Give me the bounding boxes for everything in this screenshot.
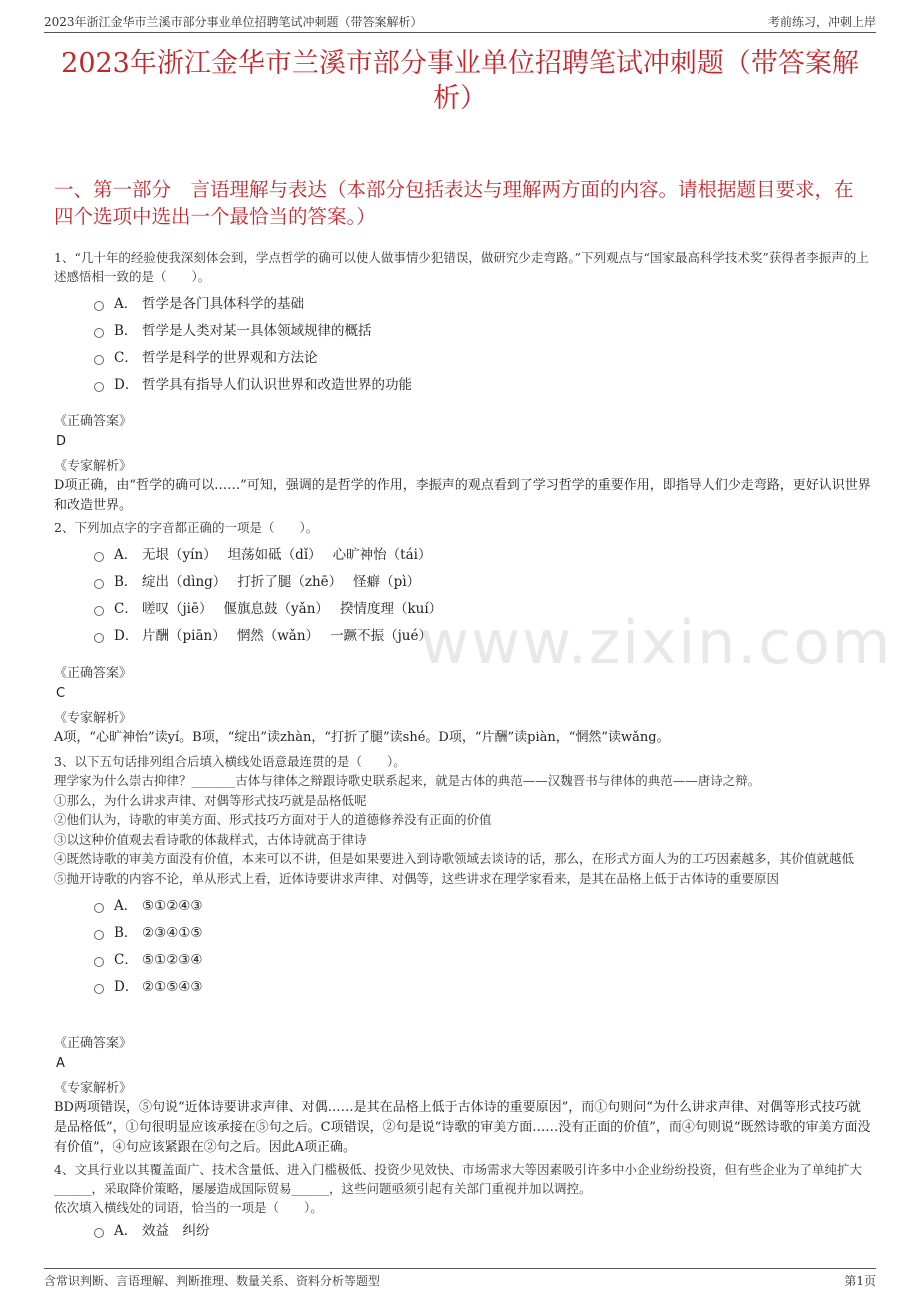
options-list bbox=[54, 1221, 872, 1248]
radio-icon[interactable] bbox=[94, 903, 104, 913]
question-text: 3、以下五句话排列组合后填入横线处语意最连贯的是（ ）。 bbox=[54, 754, 406, 769]
answer-value: A bbox=[56, 1056, 65, 1071]
document-title: 2023年浙江金华市兰溪市部分事业单位招聘笔试冲刺题（带答案解析） bbox=[61, 48, 859, 114]
header-doc-title: 2023年浙江金华市兰溪市部分事业单位招聘笔试冲刺题（带答案解析） bbox=[44, 15, 423, 29]
answer-label: 《正确答案》 bbox=[54, 1036, 133, 1051]
watermark-text: www.zixin.com bbox=[420, 608, 893, 678]
passage-line: ③以这种价值观去看诗歌的体裁样式，古体诗就高于律诗 bbox=[54, 831, 367, 847]
question-4 bbox=[54, 1160, 872, 1248]
options-list bbox=[54, 294, 872, 402]
explanation-text: BD两项错误，⑤句说“近体诗要讲求声律、对偶……是其在品格上低于古体诗的重要原因”，而①句则问“为什么讲求声律、对偶等形式技巧就是品格低”，①句很明显应该承接在⑤句之后。C项错误，②句是说“诗歌的审美方面……没有正面的价值”，而④句则说“既然诗歌的审美方面没有价值”，④句应该紧跟在②句之后。因此A项正确。 bbox=[54, 1100, 871, 1155]
radio-icon[interactable] bbox=[94, 606, 104, 616]
radio-icon[interactable] bbox=[94, 328, 104, 338]
passage-line: ④既然诗歌的审美方面没有价值，本来可以不讲，但是如果要进入到诗歌领域去谈诗的话，那么，在形式方面人为的工巧因素越多，其价值就越低 bbox=[54, 851, 855, 866]
radio-icon[interactable] bbox=[94, 984, 104, 994]
answer-block-3 bbox=[54, 1034, 872, 1158]
option-a[interactable]: A． ⑤①②④③ bbox=[54, 896, 872, 923]
radio-icon[interactable] bbox=[94, 957, 104, 967]
passage bbox=[54, 771, 872, 888]
explanation-label: 《专家解析》 bbox=[54, 1081, 133, 1096]
radio-icon[interactable] bbox=[94, 301, 104, 311]
passage-line: ⑤抛开诗歌的内容不论，单从形式上看，近体诗要讲求声律、对偶等，这些讲求在理学家看来，是其在品格上低于古体诗的重要原因 bbox=[54, 870, 780, 886]
option-d[interactable]: D． 哲学具有指导人们认识世界和改造世界的功能 bbox=[54, 375, 872, 402]
explanation-text: D项正确，由“哲学的确可以……”可知，强调的是哲学的作用，李振声的观点看到了学习哲学的重要作用，即指导人们少走弯路，更好认识世界和改造世界。 bbox=[54, 478, 871, 513]
radio-icon[interactable] bbox=[94, 552, 104, 562]
answer-block-2 bbox=[54, 664, 872, 748]
explanation-text: A项，“心旷神怡”读yí。B项，“绽出”读zhàn，“打折了腿”读shé。D项，“片酬”读piàn，“惘然”读wǎng。 bbox=[54, 730, 670, 745]
radio-icon[interactable] bbox=[94, 579, 104, 589]
options-list bbox=[54, 545, 872, 653]
option-a[interactable]: A． 无垠（yín） 坦荡如砥（dǐ） 心旷神怡（tái） bbox=[54, 545, 872, 572]
page-number: 第1页 bbox=[844, 1274, 876, 1288]
option-b[interactable]: B． 绽出（dìng） 打折了腿（zhē） 怪癖（pì） bbox=[54, 572, 872, 599]
answer-block-1 bbox=[54, 412, 872, 516]
header-slogan: 考前练习，冲刺上岸 bbox=[767, 15, 876, 29]
option-c[interactable]: C． 哲学是科学的世界观和方法论 bbox=[54, 348, 872, 375]
question-prompt: 依次填入横线处的词语，恰当的一项是（ ）。 bbox=[54, 1200, 323, 1215]
radio-icon[interactable] bbox=[94, 1228, 104, 1238]
question-1 bbox=[54, 248, 872, 402]
radio-icon[interactable] bbox=[94, 382, 104, 392]
answer-label: 《正确答案》 bbox=[54, 414, 133, 429]
option-c[interactable]: C． ⑤①②③④ bbox=[54, 950, 872, 977]
option-a[interactable]: A． 哲学是各门具体科学的基础 bbox=[54, 294, 872, 321]
question-text: 2、下列加点字的字音都正确的一项是（ ）。 bbox=[54, 520, 319, 535]
question-2 bbox=[54, 518, 872, 653]
question-3 bbox=[54, 752, 872, 1004]
radio-icon[interactable] bbox=[94, 355, 104, 365]
option-b[interactable]: B． 哲学是人类对某一具体领域规律的概括 bbox=[54, 321, 872, 348]
passage-line: ①那么，为什么讲求声律、对偶等形式技巧就是品格低呢 bbox=[54, 792, 367, 808]
option-d[interactable]: D． 片酬（piān） 惘然（wǎn） 一蹶不振（jué） bbox=[54, 626, 872, 653]
option-a[interactable]: A． 效益 纠纷 bbox=[54, 1221, 872, 1248]
option-c[interactable]: C． 嗟叹（jiē） 偃旗息鼓（yǎn） 揆情度理（kuí） bbox=[54, 599, 872, 626]
option-b[interactable]: B． ②③④①⑤ bbox=[54, 923, 872, 950]
section-heading: 一、第一部分 言语理解与表达（本部分包括表达与理解两方面的内容。请根据题目要求，在四个选项中选出一个最恰当的答案。） bbox=[54, 178, 854, 228]
option-d[interactable]: D． ②①⑤④③ bbox=[54, 977, 872, 1004]
answer-value: C bbox=[56, 686, 66, 701]
radio-icon[interactable] bbox=[94, 633, 104, 643]
explanation-label: 《专家解析》 bbox=[54, 711, 133, 726]
page-footer bbox=[44, 1268, 876, 1289]
page-header bbox=[44, 12, 876, 33]
passage-line: ②他们认为，诗歌的审美方面、形式技巧方面对于人的道德修养没有正面的价值 bbox=[54, 812, 492, 827]
answer-value: D bbox=[56, 434, 67, 449]
question-text: 1、“几十年的经验使我深刻体会到，学点哲学的确可以使人做事情少犯错误，做研究少走弯路。”下列观点与“国家最高科学技术奖”获得者李振声的上述感悟相一致的是（ ）。 bbox=[54, 250, 869, 284]
question-text: 4、文具行业以其覆盖面广、技术含量低、进入门槛极低、投资少见效快、市场需求大等因素吸引许多中小企业纷纷投资，但有些企业为了单纯扩大______，采取降价策略，屡屡造成国际贸易______，这些问题亟须引起有关部门重视并加以调控。 bbox=[54, 1162, 862, 1196]
passage-line: 理学家为什么崇古抑律？_______古体与律体之辩跟诗歌史联系起来，就是古体的典范——汉魏晋书与律体的典范——唐诗之辩。 bbox=[54, 773, 761, 788]
options-list bbox=[54, 896, 872, 1004]
footer-note: 含常识判断、言语理解、判断推理、数量关系、资料分析等题型 bbox=[44, 1274, 381, 1288]
answer-label: 《正确答案》 bbox=[54, 666, 133, 681]
explanation-label: 《专家解析》 bbox=[54, 459, 133, 474]
radio-icon[interactable] bbox=[94, 930, 104, 940]
